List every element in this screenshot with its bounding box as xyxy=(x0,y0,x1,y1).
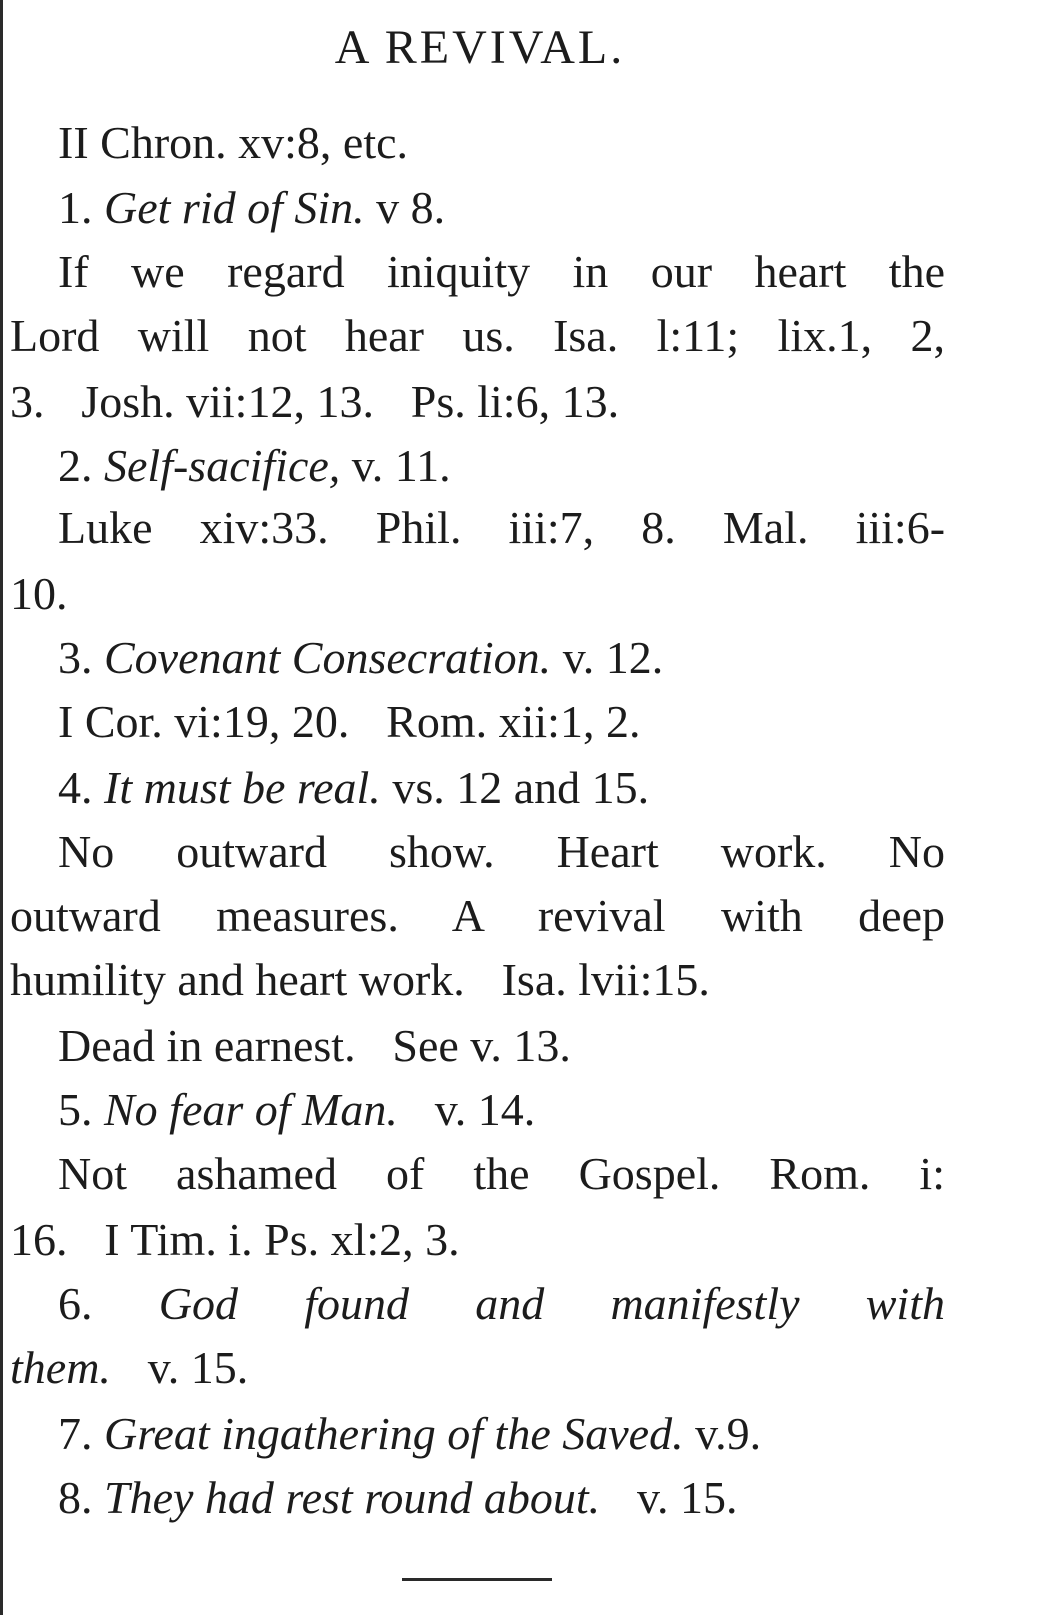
body-line: 16. I Tim. i. Ps. xl:2, 3. xyxy=(10,1214,460,1265)
page-title: A REVIVAL. xyxy=(334,21,626,74)
point-2 xyxy=(58,438,451,494)
point-3 xyxy=(58,630,663,686)
point-4 xyxy=(58,760,649,816)
point-heading: Get rid of Sin. xyxy=(104,182,365,233)
body-line: I Cor. vi:19, 20. Rom. xii:1, 2. xyxy=(58,696,641,747)
body-line: outward measures. A revival with deep xyxy=(10,890,945,941)
body-line: humility and heart work. Isa. lvii:15. xyxy=(10,954,710,1005)
point-verse: v.9. xyxy=(695,1408,762,1459)
body-line: Dead in earnest. See v. 13. xyxy=(58,1020,571,1071)
point-heading: No fear of Man. xyxy=(104,1084,398,1135)
point-number: 7. xyxy=(58,1408,93,1459)
point-number: 3. xyxy=(58,632,93,683)
body-line: Luke xiv:33. Phil. iii:7, 8. Mal. iii:6- xyxy=(58,502,946,553)
point-heading: Self-sacifice, xyxy=(104,440,341,491)
point-number: 4. xyxy=(58,762,93,813)
point-verse: v. 12. xyxy=(562,632,664,683)
point-6-continued xyxy=(10,1340,248,1396)
point-verse: v. 15. xyxy=(636,1472,738,1523)
point-heading: Great ingathering of the Saved. xyxy=(104,1408,684,1459)
point-verse: v 8. xyxy=(376,182,446,233)
point-verse: v. 11. xyxy=(351,440,451,491)
scripture-reference: II Chron. xv:8, etc. xyxy=(58,117,409,168)
point-heading: They had rest round about. xyxy=(104,1472,601,1523)
point-verse: v. 14. xyxy=(434,1084,536,1135)
body-line: No outward show. Heart work. No xyxy=(58,826,945,877)
point-1 xyxy=(58,180,445,236)
body-line: 3. Josh. vii:12, 13. Ps. li:6, 13. xyxy=(10,376,620,427)
point-number: 8. xyxy=(58,1472,93,1523)
left-margin-rule xyxy=(0,0,3,1615)
end-rule xyxy=(402,1578,552,1581)
body-line: 10. xyxy=(10,568,68,619)
point-8 xyxy=(58,1470,738,1526)
point-heading: Covenant Consecration. xyxy=(104,632,552,683)
point-6 xyxy=(58,1276,945,1332)
body-line: Not ashamed of the Gospel. Rom. i: xyxy=(58,1148,945,1199)
point-5 xyxy=(58,1082,535,1138)
body-line: Lord will not hear us. Isa. l:11; lix.1, 2, xyxy=(10,310,945,361)
point-number: 1. xyxy=(58,182,93,233)
point-number: 5. xyxy=(58,1084,93,1135)
point-heading-part: them. xyxy=(10,1342,111,1393)
point-verse: v. 15. xyxy=(147,1342,249,1393)
point-number: 2. xyxy=(58,440,93,491)
point-7 xyxy=(58,1406,761,1462)
point-verse: vs. 12 and 15. xyxy=(392,762,650,813)
body-line: If we regard iniquity in our heart the xyxy=(58,246,945,297)
point-heading-part: God found and manifestly with xyxy=(158,1278,945,1329)
point-number: 6. xyxy=(58,1278,93,1329)
point-heading: It must be real. xyxy=(104,762,381,813)
